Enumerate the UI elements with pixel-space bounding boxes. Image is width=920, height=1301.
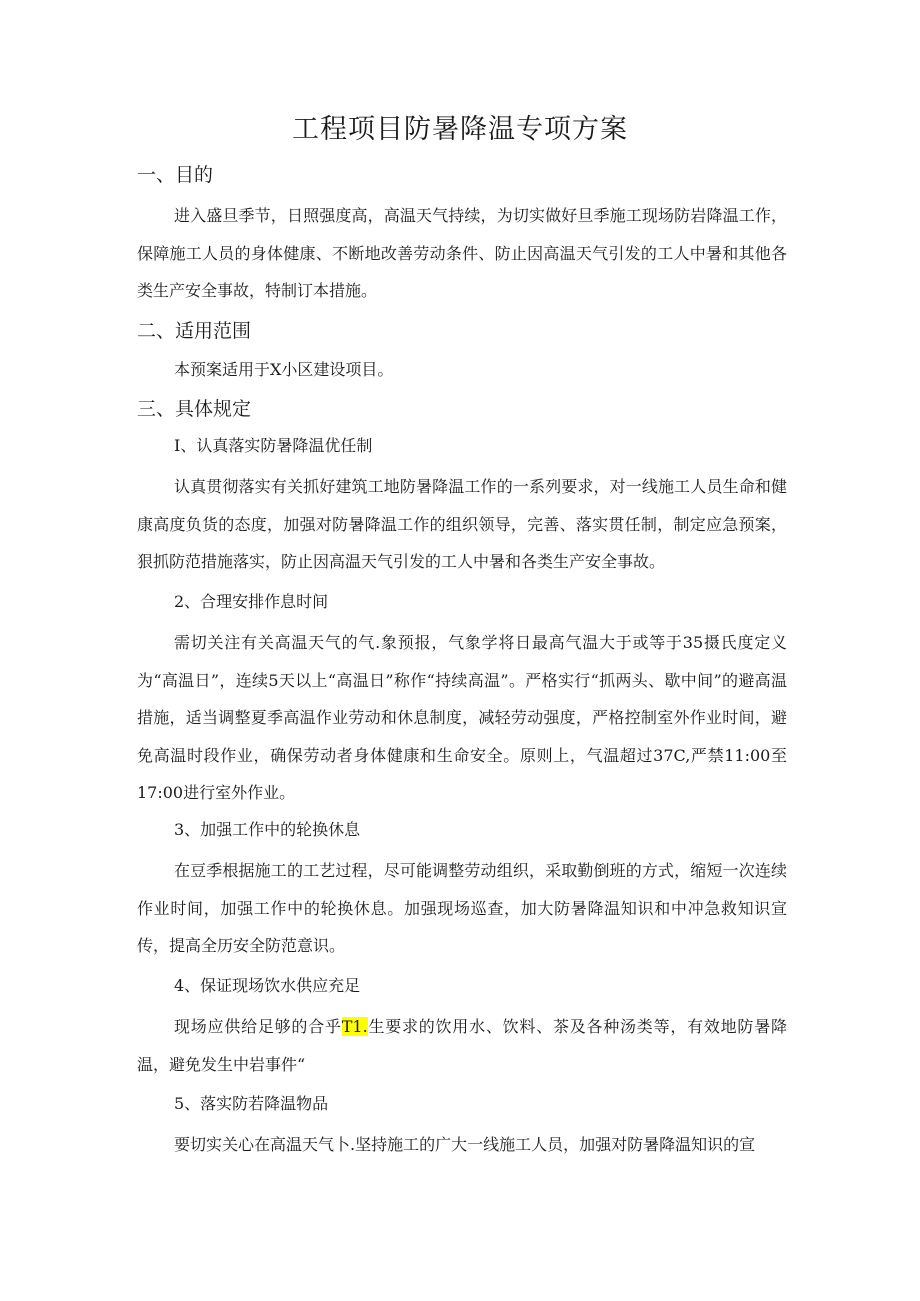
section-heading-purpose: 一、目的 (137, 164, 214, 186)
item-4-title: 4、保证现场饮水供应充足 (174, 976, 361, 995)
scope-paragraph: 本预案适用于X小区建设项目。 (174, 360, 394, 379)
section-heading-scope: 二、适用范围 (137, 320, 252, 342)
document-title: 工程项目防暑降温专项方案 (292, 114, 628, 145)
item-4-text-start: 现场应供给足够的合乎 (174, 1017, 342, 1036)
item-1-paragraph: 认真贯彻落实有关抓好建筑工地防暑降温工作的一系列要求，对一线施工人员生命和健康高度负货的态度，加强对防暑降温工作的组织领导，完善、落实贯任制，制定应急预案，狠抓防范措施落实，防止因高温天气引发的工人中暑和各类生产安全事故。 (137, 477, 787, 571)
item-5-paragraph: 要切实关心在高温天气卜.坚持施工的广大一线施工人员，加强对防暑降温知识的宣 (174, 1135, 756, 1154)
item-3-paragraph: 在豆季根据施工的工艺过程，尽可能调整劳动组织，采取勤倒班的方式，缩短一次连续作业时间，加强工作中的轮换休息。加强现场巡查，加大防暑降温知识和中冲急救知识宣传，提高全历安全防范意识。 (137, 861, 787, 955)
purpose-paragraph: 进入盛旦季节，日照强度高，高温天气持续，为切实做好旦季施工现场防岩降温工作，保障施工人员的身体健康、不断地改善劳动条件、防止因高温天气引发的工人中暑和其他各类生产安全事故，特制订本措施。 (137, 206, 787, 300)
item-5-title: 5、落实防若降温物品 (174, 1094, 329, 1113)
item-3-title: 3、加强工作中的轮换休息 (174, 820, 361, 839)
item-2-title: 2、合理安排作息时间 (174, 592, 329, 611)
item-2-paragraph: 需切关注有关高温天气的气.象预报，气象学将日最高气温大于或等于35摄氏度定义为“高温日”，连续5天以上“高温日”称作“持续高温”。严格实行“抓两头、歇中间”的避高温措施，适当调整夏季高温作业劳动和休息制度，减轻劳动强度，严格控制室外作业时间，避免高温时段作业，确保劳动者身体健康和生命安全。原则上，气温超过37C,严禁11:00至17:00进行室外作业。 (137, 633, 787, 802)
section-heading-rules: 三、具体规定 (137, 398, 252, 420)
item-4-text-end: 生要求的饮用水、饮料、茶及各种汤类等，有效地防暑降温，避免发生中岩事件“ (137, 1017, 787, 1074)
item-4-paragraph (137, 1008, 787, 1083)
highlighted-text: T1. (341, 1017, 368, 1036)
item-1-title: I、认真落实防暑降温优任制 (174, 436, 373, 455)
